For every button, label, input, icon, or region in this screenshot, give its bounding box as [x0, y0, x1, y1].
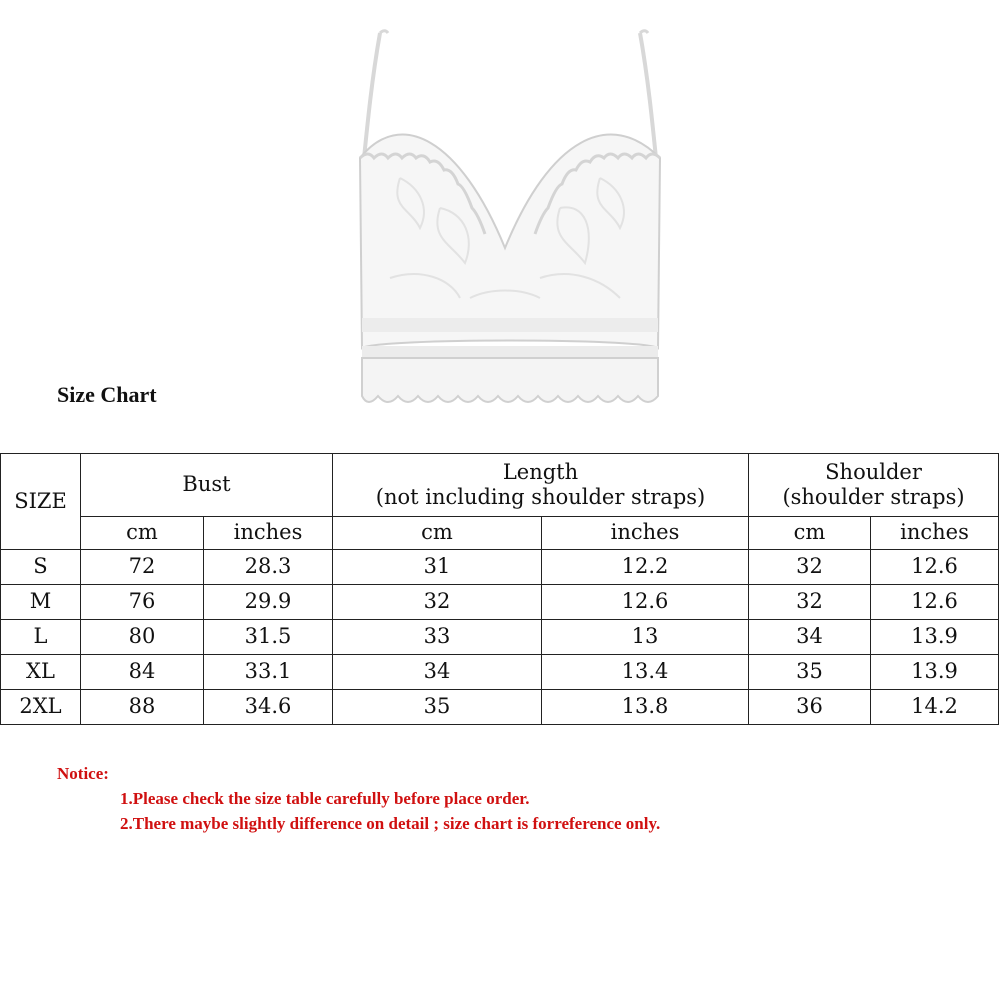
- unit-header-row: [1, 517, 999, 550]
- table-cell: 13.9: [871, 620, 999, 655]
- size-chart-title: Size Chart: [57, 382, 157, 407]
- table-cell: 12.6: [871, 550, 999, 585]
- table-cell: 13.4: [542, 655, 749, 690]
- table-cell: 34.6: [204, 690, 333, 725]
- unit-cell: cm: [333, 517, 542, 550]
- table-row: [1, 690, 999, 725]
- table-cell: 29.9: [204, 585, 333, 620]
- bust-header-label: Bust: [182, 472, 231, 497]
- size-header: SIZE: [1, 454, 81, 550]
- size-cell: XL: [1, 655, 81, 690]
- table-cell: 33: [333, 620, 542, 655]
- table-cell: 12.2: [542, 550, 749, 585]
- table-cell: 34: [749, 620, 871, 655]
- table-row: [1, 585, 999, 620]
- shoulder-header-label: Shoulder: [825, 459, 922, 484]
- unit-cell: inches: [871, 517, 999, 550]
- notice-label: Notice:: [57, 764, 109, 783]
- bust-header: [81, 454, 333, 517]
- table-cell: 33.1: [204, 655, 333, 690]
- table-cell: 34: [333, 655, 542, 690]
- table-cell: 13: [542, 620, 749, 655]
- unit-cell: cm: [749, 517, 871, 550]
- table-cell: 80: [81, 620, 204, 655]
- table-cell: 12.6: [542, 585, 749, 620]
- table-cell: 12.6: [871, 585, 999, 620]
- table-cell: 36: [749, 690, 871, 725]
- size-table: [0, 453, 999, 725]
- unit-cell: inches: [204, 517, 333, 550]
- bralette-illustration: [340, 18, 670, 418]
- table-cell: 32: [749, 550, 871, 585]
- size-cell: L: [1, 620, 81, 655]
- size-cell: M: [1, 585, 81, 620]
- table-header-row: [1, 454, 999, 517]
- table-cell: 84: [81, 655, 204, 690]
- unit-cell: cm: [81, 517, 204, 550]
- notice-line: 2.There maybe slightly difference on detail ; size chart is forreference only.: [120, 814, 661, 833]
- length-header: [333, 454, 749, 517]
- table-cell: 72: [81, 550, 204, 585]
- size-cell: S: [1, 550, 81, 585]
- length-header-label: Length: [502, 459, 579, 484]
- table-cell: 88: [81, 690, 204, 725]
- table-cell: 31: [333, 550, 542, 585]
- table-cell: 14.2: [871, 690, 999, 725]
- unit-cell: inches: [542, 517, 749, 550]
- table-row: [1, 620, 999, 655]
- table-cell: 35: [333, 690, 542, 725]
- shoulder-header: [749, 454, 999, 517]
- product-image: [340, 18, 670, 418]
- table-cell: 13.8: [542, 690, 749, 725]
- table-cell: 32: [333, 585, 542, 620]
- shoulder-header-sub: (shoulder straps): [782, 485, 965, 509]
- table-cell: 28.3: [204, 550, 333, 585]
- table-cell: 32: [749, 585, 871, 620]
- table-cell: 35: [749, 655, 871, 690]
- table-row: [1, 655, 999, 690]
- table-cell: 13.9: [871, 655, 999, 690]
- length-header-sub: (not including shoulder straps): [375, 485, 706, 509]
- table-row: [1, 550, 999, 585]
- table-cell: 76: [81, 585, 204, 620]
- size-cell: 2XL: [1, 690, 81, 725]
- table-cell: 31.5: [204, 620, 333, 655]
- notice-line: 1.Please check the size table carefully before place order.: [120, 789, 530, 808]
